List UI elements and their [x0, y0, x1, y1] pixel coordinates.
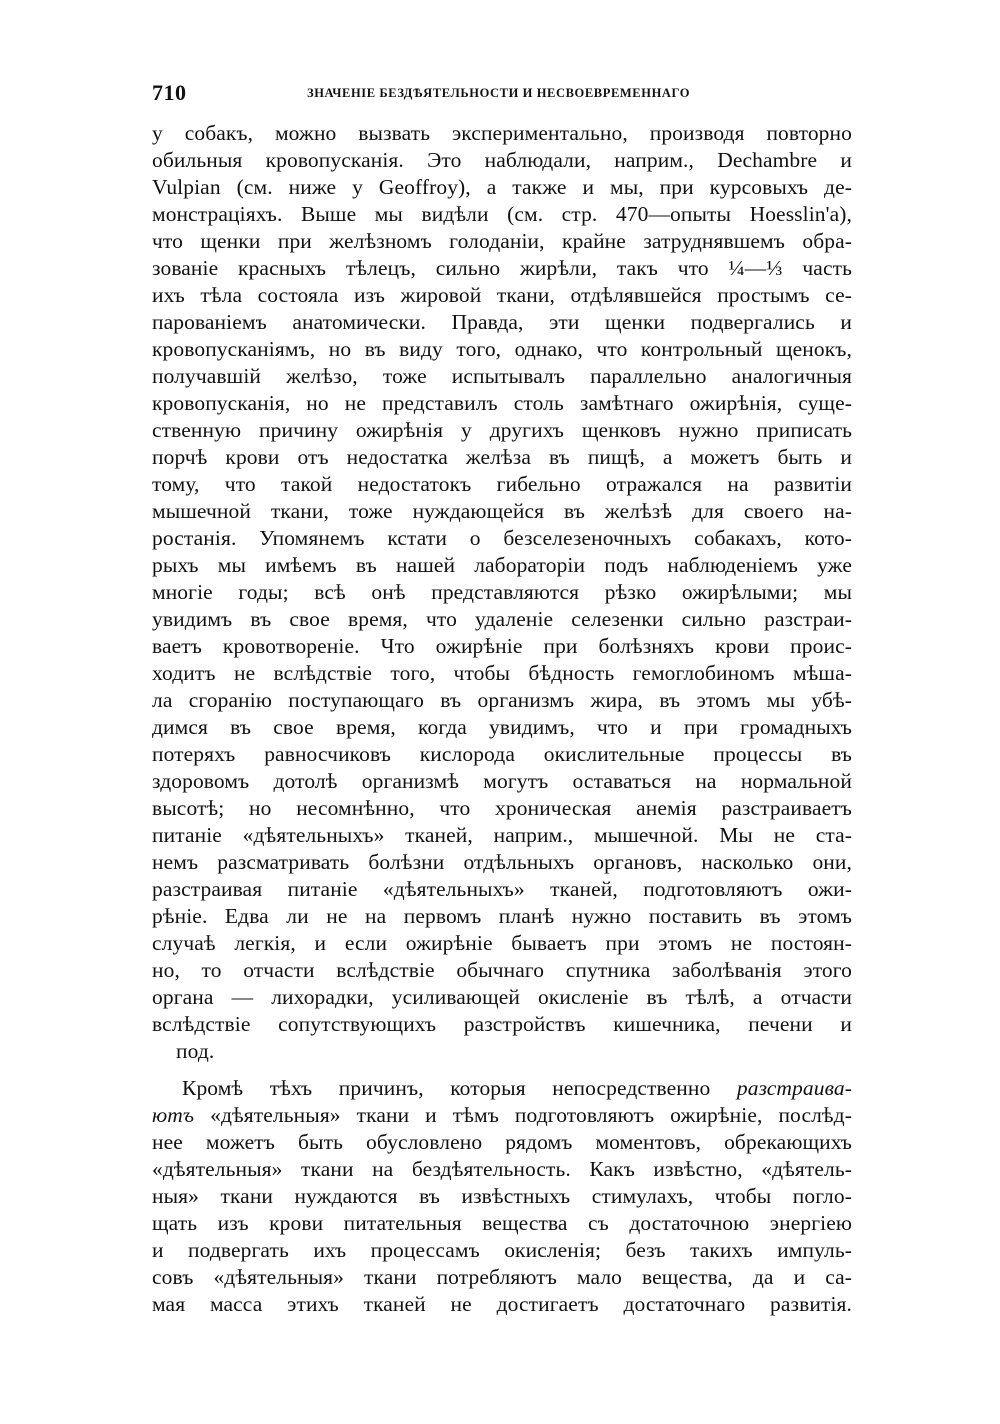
text-line: у собакъ, можно вызвать экспериментально, производя повторно [152, 121, 852, 145]
text-line: обильныя кровопусканія. Это наблюдали, наприм., Dechambre и [152, 148, 852, 172]
running-title: ЗНАЧЕНІЕ БЕЗДѢЯТЕЛЬНОСТИ И НЕСВОЕВРЕМЕННАГО [307, 86, 691, 100]
text-line [152, 1102, 852, 1129]
text-line: Vulpian (см. ниже у Geoffroy), а также и мы, при курсовыхъ де- [152, 175, 852, 199]
text-line: нее можетъ быть обусловлено рядомъ моментовъ, обрекающихъ [152, 1130, 852, 1154]
text-line-first [152, 1075, 852, 1102]
text-line: совъ «дѣятельныя» ткани потребляютъ мало вещества, да и са- [152, 1265, 852, 1289]
text-line: рыхъ мы имѣемъ въ нашей лабораторіи подъ наблюденіемъ уже [152, 553, 852, 577]
text-line: немъ разсматривать болѣзни отдѣльныхъ органовъ, насколько они, [152, 850, 852, 874]
text-line: ныя» ткани нуждаются въ извѣстныхъ стимулахъ, чтобы погло- [152, 1184, 852, 1208]
text-line: парованіемъ анатомически. Правда, эти щенки подвергались и [152, 310, 852, 334]
text-line: зованіе красныхъ тѣлецъ, сильно жирѣли, такъ что ¼—⅓ часть [152, 256, 852, 280]
text-line: ростанія. Упомянемъ кстати о безселезеночныхъ собакахъ, кото- [152, 526, 852, 550]
text-line: органа — лихорадки, усиливающей окисленіе въ тѣлѣ, а отчасти [152, 985, 852, 1009]
text-line: но, то отчасти вслѣдствіе обычнаго спутника заболѣванія этого [152, 958, 852, 982]
text-line: димся въ свое время, когда увидимъ, что и при громадныхъ [152, 715, 852, 739]
text-line: кровопусканіямъ, но въ виду того, однако, что контрольный щенокъ, [152, 337, 852, 361]
page-header [152, 80, 852, 114]
text-line: тому, что такой недостатокъ гибельно отражался на развитіи [152, 472, 852, 496]
text-line: увидимъ въ свое время, что удаленіе селезенки сильно разстраи- [152, 607, 852, 631]
text-line: и подвергать ихъ процессамъ окисленія; безъ такихъ импуль- [152, 1238, 852, 1262]
text-line: получавшій желѣзо, тоже испытывалъ параллельно аналогичныя [152, 364, 852, 388]
italic-emphasis: ютъ [152, 1103, 195, 1127]
text-line: кровопусканія, но не представилъ столь замѣтнаго ожирѣнія, суще- [152, 391, 852, 415]
text-line: мая масса этихъ тканей не достигаетъ достаточнаго развитія. [152, 1292, 852, 1316]
text-line: ственную причину ожирѣнія у другихъ щенковъ нужно приписать [152, 418, 852, 442]
text-line: порчѣ крови отъ недостатка желѣза въ пищѣ, а можетъ быть и [152, 445, 852, 469]
text-line: ихъ тѣла состояла изъ жировой ткани, отдѣлявшейся простымъ се- [152, 283, 852, 307]
text-line: случаѣ легкія, и если ожирѣніе бываетъ при этомъ не постоян- [152, 931, 852, 955]
text-line: что щенки при желѣзномъ голоданіи, крайне затруднявшемъ обра- [152, 229, 852, 253]
text-line: монстраціяхъ. Выше мы видѣли (см. стр. 470—опыты Hoesslin'a), [152, 202, 852, 226]
text-line-last: под. [176, 1039, 215, 1063]
text-line: ваетъ кровотвореніе. Что ожирѣніе при болѣзняхъ крови проис- [152, 634, 852, 658]
paragraph-1 [152, 120, 852, 1065]
text-line: многіе годы; всѣ онѣ представляются рѣзко ожирѣлыми; мы [152, 580, 852, 604]
text-span: «дѣятельныя» ткани и тѣмъ подготовляютъ ожирѣніе, послѣд- [210, 1103, 852, 1127]
text-line: ходитъ не вслѣдствіе того, чтобы бѣдность гемоглобиномъ мѣша- [152, 661, 852, 685]
text-line: потеряхъ равносчиковъ кислорода окислительные процессы въ [152, 742, 852, 766]
paragraph-2 [152, 1075, 852, 1318]
paragraph-gap [152, 1065, 852, 1075]
text-line: питаніе «дѣятельныхъ» тканей, наприм., мышечной. Мы не ста- [152, 823, 852, 847]
text-line: рѣніе. Едва ли не на первомъ планѣ нужно поставить въ этомъ [152, 904, 852, 928]
text-line: ла сгоранію поступающаго въ организмъ жира, въ этомъ мы убѣ- [152, 688, 852, 712]
italic-emphasis: разстраива- [736, 1076, 852, 1100]
text-span: Кромѣ тѣхъ причинъ, которыя непосредственно [182, 1076, 711, 1100]
text-line: разстраивая питаніе «дѣятельныхъ» тканей, подготовляютъ ожи- [152, 877, 852, 901]
text-line: мышечной ткани, тоже нуждающейся въ желѣзѣ для своего на- [152, 499, 852, 523]
text-line: «дѣятельныя» ткани на бездѣятельность. Какъ извѣстно, «дѣятель- [152, 1157, 852, 1181]
page-number: 710 [152, 80, 187, 105]
text-line: здоровомъ дотолѣ организмѣ могутъ оставаться на нормальной [152, 769, 852, 793]
body-text [152, 120, 852, 1318]
text-line: щать изъ крови питательныя вещества съ достаточною энергіею [152, 1211, 852, 1235]
text-line: высотѣ; но несомнѣнно, что хроническая анемія разстраиваетъ [152, 796, 852, 820]
text-line: вслѣдствіе сопутствующихъ разстройствъ кишечника, печени и [152, 1012, 852, 1036]
